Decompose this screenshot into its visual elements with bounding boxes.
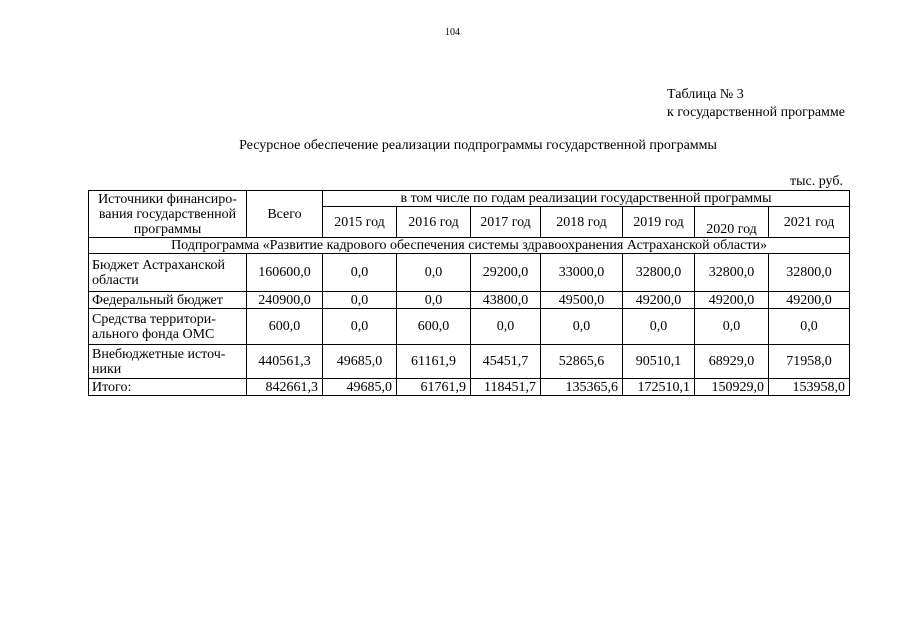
table-row [89,254,850,292]
row-source: Внебюджетные источ-ники [89,345,247,379]
row-value: 61161,9 [397,345,471,379]
row-value: 32800,0 [769,254,850,292]
row-value: 49685,0 [323,345,397,379]
row-source: Итого: [89,379,247,396]
row-value: 33000,0 [541,254,623,292]
page-number: 104 [445,27,460,38]
header-total: Всего [247,191,323,238]
units-label: тыс. руб. [790,174,843,189]
row-value: 0,0 [541,309,623,345]
document-title: Ресурсное обеспечение реализации подпрограммы государственной программы [239,138,717,153]
row-value: 52865,6 [541,345,623,379]
row-value: 49200,0 [623,292,695,309]
table-row-total [89,379,850,396]
row-value: 0,0 [769,309,850,345]
table-caption [667,86,845,122]
table-row [89,309,850,345]
header-sources: Источники финансиро-вания государственной программы [89,191,247,238]
row-source: Федеральный бюджет [89,292,247,309]
row-value: 43800,0 [471,292,541,309]
caption-table-number: Таблица № 3 [667,87,744,102]
row-value: 71958,0 [769,345,850,379]
caption-program-ref: к государственной программе [667,105,845,120]
row-value: 0,0 [397,254,471,292]
row-value: 600,0 [397,309,471,345]
row-value: 49685,0 [323,379,397,396]
row-value: 0,0 [323,254,397,292]
row-value: 0,0 [471,309,541,345]
row-value: 29200,0 [471,254,541,292]
header-year: 2016 год [397,207,471,238]
row-total: 842661,3 [247,379,323,396]
row-value: 45451,7 [471,345,541,379]
header-year: 2018 год [541,207,623,238]
row-value: 68929,0 [695,345,769,379]
row-value: 90510,1 [623,345,695,379]
row-value: 135365,6 [541,379,623,396]
table-row [89,292,850,309]
row-value: 153958,0 [769,379,850,396]
row-value: 32800,0 [623,254,695,292]
header-by-years: в том числе по годам реализации государственной программы [323,191,850,207]
row-value: 150929,0 [695,379,769,396]
row-total: 240900,0 [247,292,323,309]
row-total: 440561,3 [247,345,323,379]
header-year: 2015 год [323,207,397,238]
funding-table [88,190,850,396]
row-value: 0,0 [323,309,397,345]
header-year: 2017 год [471,207,541,238]
row-value: 61761,9 [397,379,471,396]
row-value: 49500,0 [541,292,623,309]
header-year: 2019 год [623,207,695,238]
row-value: 0,0 [397,292,471,309]
row-value: 32800,0 [695,254,769,292]
row-source: Бюджет Астраханской области [89,254,247,292]
header-year: 2021 год [769,207,850,238]
row-total: 160600,0 [247,254,323,292]
row-value: 0,0 [695,309,769,345]
row-value: 49200,0 [695,292,769,309]
row-value: 118451,7 [471,379,541,396]
row-value: 49200,0 [769,292,850,309]
header-year: 2020 год [695,207,769,238]
row-value: 172510,1 [623,379,695,396]
subprogram-title: Подпрограмма «Развитие кадрового обеспечения системы здравоохранения Астраханской области» [89,238,850,254]
row-total: 600,0 [247,309,323,345]
row-value: 0,0 [623,309,695,345]
table-row [89,345,850,379]
row-value: 0,0 [323,292,397,309]
row-source: Средства территори-ального фонда ОМС [89,309,247,345]
